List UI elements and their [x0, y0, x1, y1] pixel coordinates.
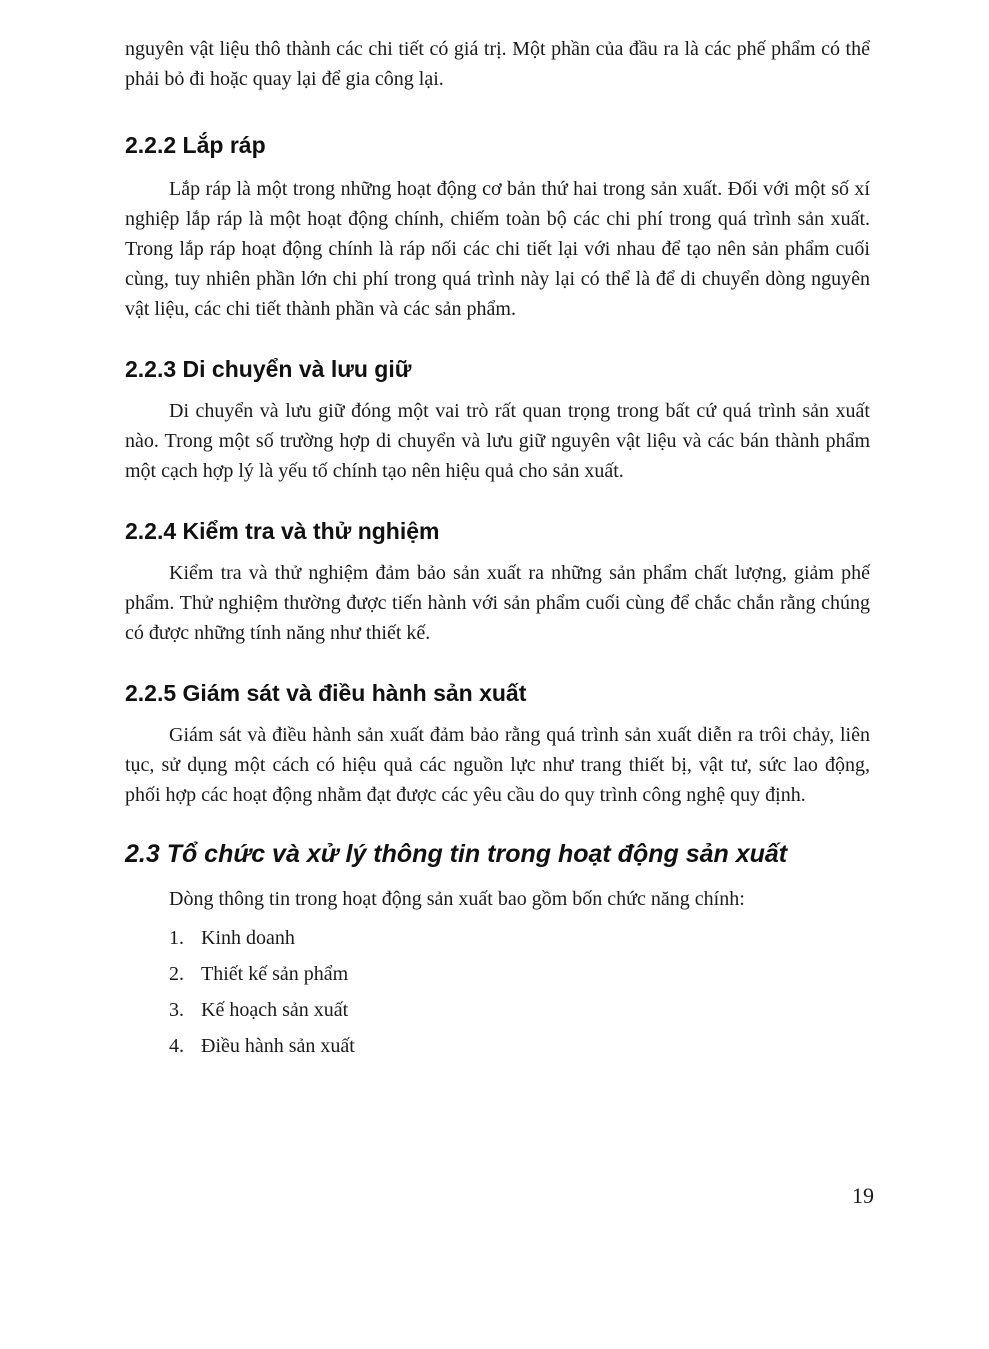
paragraph-2-2-5: Giám sát và điều hành sản xuất đảm bảo rằng quá trình sản xuất diễn ra trôi chảy, liên tục, sử dụng một cách có hiệu quả các nguồn lực như trang thiết bị, vật tư, sức lao động, phối hợp các hoạt động nhằm đạt được các yêu cầu do quy trình công nghệ quy định. [125, 724, 870, 806]
list-item-text: Kinh doanh [201, 927, 295, 949]
list-item [169, 992, 870, 1028]
heading-2-3: 2.3 Tổ chức và xử lý thông tin trong hoạt động sản xuất [125, 840, 788, 868]
paragraph-2-3-intro: Dòng thông tin trong hoạt động sản xuất bao gồm bốn chức năng chính: [169, 888, 745, 910]
heading-2-2-2: 2.2.2 Lắp ráp [125, 132, 266, 158]
heading-2-2-4: 2.2.4 Kiểm tra và thử nghiệm [125, 518, 440, 544]
intro-paragraph: nguyên vật liệu thô thành các chi tiết có giá trị. Một phần của đầu ra là các phế phẩm có thể phải bỏ đi hoặc quay lại để gia công lại. [125, 38, 870, 90]
page-content [125, 34, 870, 1064]
paragraph-2-2-2: Lắp ráp là một trong những hoạt động cơ bản thứ hai trong sản xuất. Đối với một số xí nghiệp lắp ráp là một hoạt động chính, chiếm toàn bộ các chi phí trong quá trình sản xuất. Trong lắp ráp hoạt động chính là ráp nối các chi tiết lại với nhau để tạo nên sản phẩm cuối cùng, tuy nhiên phần lớn chi phí trong quá trình này lại có thể là để di chuyển dòng nguyên vật liệu, các chi tiết thành phần và các sản phẩm. [125, 178, 870, 320]
list-item [169, 956, 870, 992]
function-list [125, 920, 870, 1064]
paragraph-2-2-4: Kiểm tra và thử nghiệm đảm bảo sản xuất ra những sản phẩm chất lượng, giảm phế phẩm. Thử nghiệm thường được tiến hành với sản phẩm cuối cùng để chắc chắn rằng chúng có được những tính năng như thiết kế. [125, 562, 870, 644]
list-item-number: 3. [169, 999, 184, 1021]
list-item-text: Kế hoạch sản xuất [201, 999, 349, 1021]
heading-2-2-5: 2.2.5 Giám sát và điều hành sản xuất [125, 680, 527, 706]
paragraph-2-2-3: Di chuyển và lưu giữ đóng một vai trò rất quan trọng trong bất cứ quá trình sản xuất nào. Trong một số trường hợp di chuyển và lưu giữ nguyên vật liệu và các bán thành phẩm một cạch hợp lý là yếu tố chính tạo nên hiệu quả cho sản xuất. [125, 400, 870, 482]
list-item-text: Thiết kế sản phẩm [201, 963, 349, 985]
list-item [169, 1028, 870, 1064]
list-item [169, 920, 870, 956]
list-item-number: 2. [169, 963, 184, 985]
heading-2-2-3: 2.2.3 Di chuyển và lưu giữ [125, 356, 412, 382]
list-item-text: Điều hành sản xuất [201, 1035, 355, 1057]
list-item-number: 4. [169, 1035, 184, 1057]
page-number: 19 [852, 1183, 874, 1208]
list-item-number: 1. [169, 927, 184, 949]
